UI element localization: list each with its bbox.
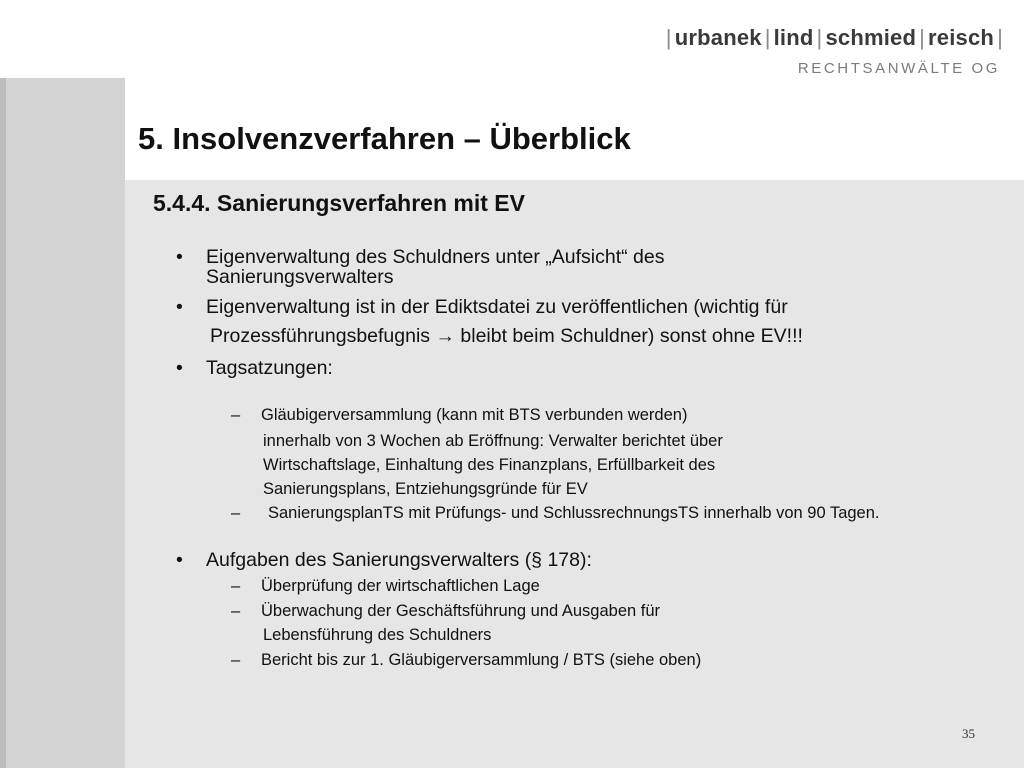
logo-subtitle: RECHTSANWÄLTE OG bbox=[797, 60, 1000, 77]
dash-marker: – bbox=[231, 504, 241, 522]
dash-marker: – bbox=[231, 406, 241, 424]
page-number: 35 bbox=[962, 726, 975, 741]
dash-marker: – bbox=[231, 651, 241, 669]
bullet-1-line-1: Eigenverwaltung des Schuldners unter „Aufsicht“ des bbox=[206, 246, 665, 268]
logo-names bbox=[663, 25, 1006, 51]
bullet-4-line-1: Aufgaben des Sanierungsverwalters (§ 178): bbox=[206, 549, 592, 571]
bullet-4-sub-1-line-1: Überprüfung der wirtschaftlichen Lage bbox=[261, 577, 540, 595]
logo-name-lind: lind bbox=[773, 25, 814, 50]
firm-logo bbox=[586, 25, 1006, 85]
bullet-marker: • bbox=[176, 357, 183, 379]
bullet-3-sub-2-line-1: SanierungsplanTS mit Prüfungs- und SchlussrechnungsTS innerhalb von 90 Tagen. bbox=[268, 504, 880, 522]
bullet-3-sub-1-line-4: Sanierungsplans, Entziehungsgründe für EV bbox=[263, 480, 588, 498]
left-sidebar-edge bbox=[0, 78, 6, 768]
logo-separator: | bbox=[764, 25, 771, 50]
logo-name-schmied: schmied bbox=[825, 25, 917, 50]
dash-marker: – bbox=[231, 577, 241, 595]
logo-separator: | bbox=[919, 25, 926, 50]
bullet-marker: • bbox=[176, 296, 183, 318]
bullet-3-sub-1-line-3: Wirtschaftslage, Einhaltung des Finanzplans, Erfüllbarkeit des bbox=[263, 456, 716, 474]
dash-marker: – bbox=[231, 602, 241, 620]
bullet-1-line-2: Sanierungsverwalters bbox=[206, 266, 394, 288]
bullet-3-sub-1-line-2: innerhalb von 3 Wochen ab Eröffnung: Verwalter berichtet über bbox=[263, 432, 723, 450]
bullet-marker: • bbox=[176, 246, 183, 268]
logo-separator: | bbox=[816, 25, 823, 50]
bullet-marker: • bbox=[176, 549, 183, 571]
page-title: 5. Insolvenzverfahren – Überblick bbox=[138, 121, 631, 156]
bullet-3-line-1: Tagsatzungen: bbox=[206, 357, 333, 379]
bullet-3-sub-1-line-1: Gläubigerversammlung (kann mit BTS verbunden werden) bbox=[261, 406, 688, 424]
logo-name-reisch: reisch bbox=[928, 25, 995, 50]
logo-separator: | bbox=[665, 25, 672, 50]
bullet-4-sub-2-line-1: Überwachung der Geschäftsführung und Ausgaben für bbox=[261, 602, 661, 620]
bullet-4-sub-3-line-1: Bericht bis zur 1. Gläubigerversammlung / BTS (siehe oben) bbox=[261, 651, 702, 669]
logo-name-urbanek: urbanek bbox=[674, 25, 762, 50]
bullet-4-sub-2-line-2: Lebensführung des Schuldners bbox=[263, 626, 492, 644]
section-title: 5.4.4. Sanierungsverfahren mit EV bbox=[153, 190, 525, 216]
bullet-2-line-2: Prozessführungsbefugnis → bleibt beim Schuldner) sonst ohne EV!!! bbox=[210, 325, 803, 347]
logo-separator: | bbox=[997, 25, 1003, 50]
left-sidebar-bar bbox=[0, 78, 125, 768]
bullet-2-line-1: Eigenverwaltung ist in der Ediktsdatei zu veröffentlichen (wichtig für bbox=[206, 296, 788, 318]
